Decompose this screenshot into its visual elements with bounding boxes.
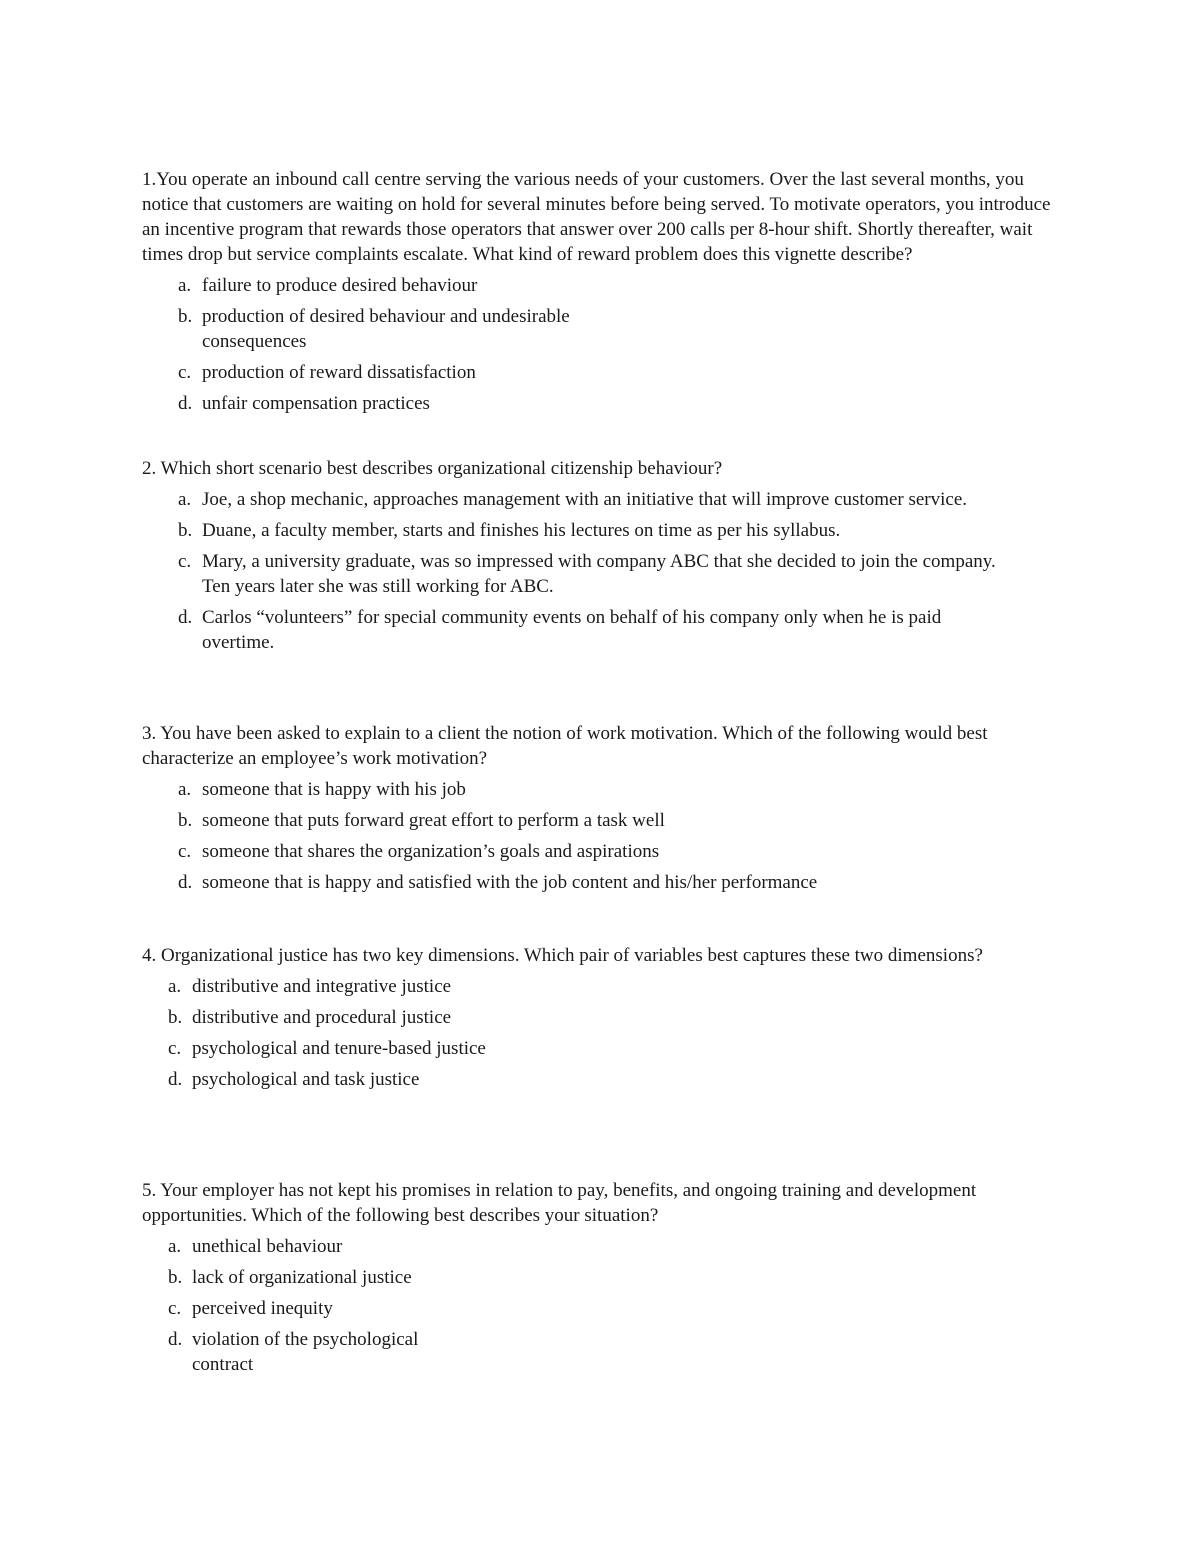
option-letter: b. [178, 810, 193, 831]
question-stem: 2. Which short scenario best describes organizational citizenship behaviour? [142, 458, 723, 479]
option-d [178, 870, 1018, 895]
option-text: distributive and procedural justice [192, 1007, 452, 1028]
option-c [168, 1296, 768, 1321]
option-letter: b. [178, 306, 193, 327]
option-letter: b. [168, 1007, 183, 1028]
question-stem: 3. You have been asked to explain to a client the notion of work motivation. Which of the following would best characterize an employee’s work motivation? [142, 723, 988, 769]
option-letter: d. [168, 1069, 183, 1090]
option-text: someone that puts forward great effort to perform a task well [202, 810, 665, 831]
option-letter: a. [178, 275, 192, 296]
option-b [178, 304, 642, 354]
option-letter: c. [178, 841, 192, 862]
question-stem: 4. Organizational justice has two key dimensions. Which pair of variables best captures these two dimensions? [142, 945, 983, 966]
option-text: unfair compensation practices [202, 393, 430, 414]
option-b [168, 1005, 768, 1030]
option-letter: c. [168, 1038, 182, 1059]
question-stem: 5. Your employer has not kept his promises in relation to pay, benefits, and ongoing training and development opportunities. Which of the following best describes your situation? [142, 1180, 977, 1226]
option-a [168, 974, 768, 999]
option-text: production of desired behaviour and undesirable consequences [202, 306, 570, 352]
option-d [168, 1067, 768, 1092]
question-3 [142, 721, 1072, 895]
option-d [178, 605, 1018, 655]
option-text: perceived inequity [192, 1298, 333, 1319]
option-d [168, 1327, 482, 1377]
option-text: someone that is happy with his job [202, 779, 466, 800]
option-letter: b. [168, 1267, 183, 1288]
option-text: violation of the psychological contract [192, 1329, 419, 1375]
option-list [178, 487, 1018, 655]
option-text: Duane, a faculty member, starts and finishes his lectures on time as per his syllabus. [202, 520, 841, 541]
option-letter: a. [168, 976, 182, 997]
option-c [168, 1036, 492, 1061]
option-text: psychological and task justice [192, 1069, 420, 1090]
option-letter: d. [178, 607, 193, 628]
option-letter: d. [178, 872, 193, 893]
option-text: someone that is happy and satisfied with the job content and his/her performance [202, 872, 818, 893]
option-b [168, 1265, 768, 1290]
option-text: Joe, a shop mechanic, approaches management with an initiative that will improve customer service. [202, 489, 968, 510]
option-b [178, 518, 1018, 543]
option-c [178, 839, 1018, 864]
question-4 [142, 943, 1072, 1092]
option-letter: a. [178, 779, 192, 800]
option-a [168, 1234, 768, 1259]
option-text: distributive and integrative justice [192, 976, 452, 997]
question-5 [142, 1178, 1072, 1377]
option-d [178, 391, 998, 416]
option-text: Carlos “volunteers” for special community events on behalf of his company only when he is paid overtime. [202, 607, 942, 653]
option-list [178, 273, 998, 416]
option-list [168, 1234, 768, 1377]
option-letter: c. [178, 551, 192, 572]
option-text: unethical behaviour [192, 1236, 343, 1257]
option-text: Mary, a university graduate, was so impressed with company ABC that she decided to join the company. Ten years later she was still working for ABC. [202, 551, 996, 597]
option-a [178, 273, 998, 298]
option-letter: b. [178, 520, 193, 541]
option-text: lack of organizational justice [192, 1267, 412, 1288]
option-text: production of reward dissatisfaction [202, 362, 476, 383]
option-letter: a. [168, 1236, 182, 1257]
option-letter: d. [168, 1329, 183, 1350]
option-list [178, 777, 1018, 895]
option-c [178, 549, 1018, 599]
option-a [178, 487, 1018, 512]
option-b [178, 808, 1018, 833]
option-a [178, 777, 1018, 802]
option-text: failure to produce desired behaviour [202, 275, 478, 296]
question-2 [142, 456, 1072, 655]
option-c [178, 360, 998, 385]
question-1 [142, 167, 1072, 416]
option-letter: c. [168, 1298, 182, 1319]
option-letter: d. [178, 393, 193, 414]
option-text: someone that shares the organization’s goals and aspirations [202, 841, 660, 862]
option-letter: c. [178, 362, 192, 383]
option-list [168, 974, 768, 1092]
option-text: psychological and tenure-based justice [192, 1038, 486, 1059]
option-letter: a. [178, 489, 192, 510]
question-stem: 1.You operate an inbound call centre serving the various needs of your customers. Over the last several months, you notice that customers are waiting on hold for several minutes before being served. To motivate operators, you introduce an incentive program that rewards those operators that answer over 200 calls per 8-hour shift. Shortly thereafter, wait times drop but service complaints escalate. What kind of reward problem does this vignette describe? [142, 169, 1051, 265]
